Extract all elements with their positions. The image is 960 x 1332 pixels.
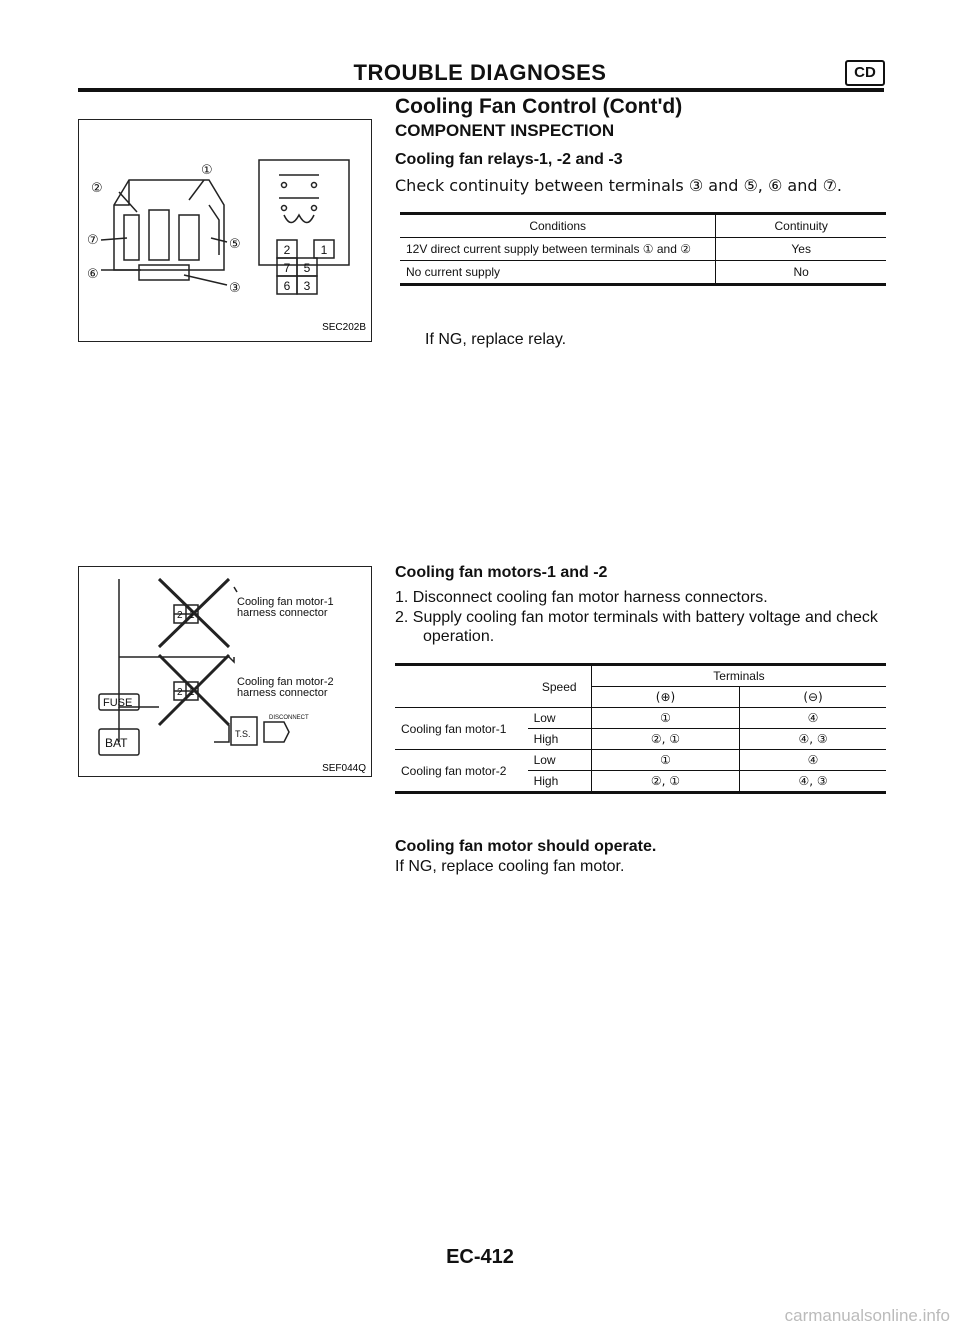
table-cell: ④, ③	[798, 732, 828, 746]
bat-label: BAT	[105, 736, 128, 750]
callout-5: ⑤	[229, 237, 241, 252]
callout-7: ⑦	[87, 233, 99, 248]
table-cell: ①	[591, 708, 739, 729]
table-row: No current supply	[400, 261, 716, 285]
table-cell: ④	[807, 753, 819, 767]
motor1-connector-label: Cooling fan motor-1 harness connector	[237, 596, 334, 619]
pin-7: 7	[283, 261, 291, 275]
callout-6: ⑥	[87, 267, 99, 282]
disconnect-label: DISCONNECT	[269, 715, 309, 721]
motors-step-2: 2. Supply cooling fan motor terminals with battery voltage and check operation.	[395, 609, 878, 645]
watermark: carmanualsonline.info	[784, 1306, 950, 1325]
table-cell: Low	[528, 708, 592, 729]
col-terminals: Terminals	[591, 665, 886, 687]
pin-6: 6	[283, 279, 291, 293]
table-row: 12V direct current supply between terminals ① and ②	[400, 238, 716, 261]
page-number: EC-412	[446, 1246, 514, 1268]
pin-5: 5	[303, 261, 311, 275]
m2-pin-2: 2	[177, 687, 183, 698]
relay-figure	[78, 119, 372, 342]
col-conditions: Conditions	[400, 214, 716, 238]
motor-terminal-table	[395, 663, 886, 794]
figure-code: SEF044Q	[322, 763, 366, 774]
m1-pin-1: 1	[189, 610, 195, 621]
callout-2: ②	[91, 181, 103, 196]
table-cell: High	[528, 729, 592, 750]
page-header-title: TROUBLE DIAGNOSES	[353, 60, 607, 85]
section-subtitle: COMPONENT INSPECTION	[395, 121, 615, 140]
table-cell: ②, ①	[591, 771, 739, 793]
table-cell: High	[528, 771, 592, 793]
header-rule	[78, 88, 884, 92]
pin-2: 2	[283, 243, 291, 257]
motors-heading: Cooling fan motors-1 and -2	[395, 564, 608, 581]
figure-code: SEC202B	[322, 322, 366, 333]
section-title: Cooling Fan Control (Cont'd)	[395, 95, 683, 118]
callout-1: ①	[201, 163, 213, 178]
relays-heading: Cooling fan relays-1, -2 and -3	[395, 151, 623, 168]
pin-3: 3	[303, 279, 311, 293]
col-minus: (⊖)	[803, 690, 823, 704]
table-cell: ④	[807, 711, 819, 725]
motor-figure	[78, 566, 372, 777]
table-cell: ①	[591, 750, 739, 771]
col-speed: Speed	[528, 665, 592, 708]
relays-note: If NG, replace relay.	[425, 331, 567, 348]
table-row: Cooling fan motor-2	[395, 750, 528, 793]
table-cell: ②, ①	[591, 729, 739, 750]
col-continuity: Continuity	[774, 219, 828, 233]
table-row: Cooling fan motor-1	[395, 708, 528, 750]
motors-note: If NG, replace cooling fan motor.	[395, 858, 625, 875]
pin-1: 1	[320, 243, 328, 257]
m2-pin-1: 1	[189, 687, 195, 698]
table-cell: ④, ③	[798, 774, 828, 788]
relays-instruction: Check continuity between terminals ③ and ⑤, ⑥ and ⑦.	[395, 176, 843, 195]
m1-pin-2: 2	[177, 610, 183, 621]
relay-diagram	[79, 120, 371, 341]
table-cell: Low	[528, 750, 592, 771]
col-plus: (⊕)	[591, 687, 739, 708]
fuse-label: FUSE	[103, 697, 133, 709]
table-cell: Yes	[791, 242, 811, 256]
ts-label: T.S.	[235, 729, 251, 739]
motor2-connector-label: Cooling fan motor-2 harness connector	[237, 676, 334, 699]
table-cell: No	[793, 265, 809, 279]
motors-result: Cooling fan motor should operate.	[395, 838, 657, 855]
relay-continuity-table	[400, 212, 886, 286]
motors-step-1: 1. Disconnect cooling fan motor harness connectors.	[395, 589, 768, 606]
callout-3: ③	[229, 281, 241, 296]
section-badge: CD	[845, 60, 885, 86]
